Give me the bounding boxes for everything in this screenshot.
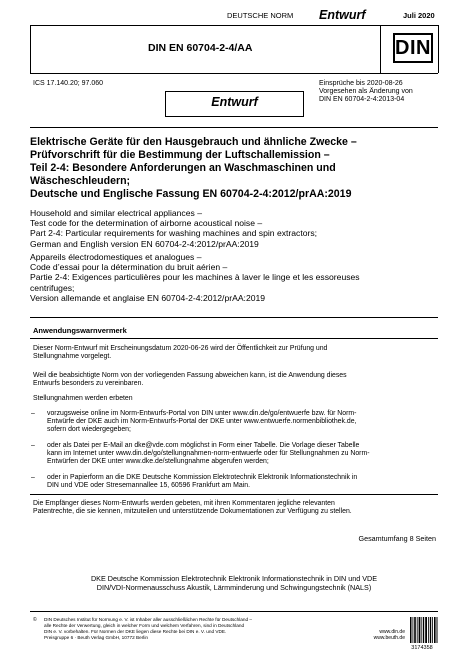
english-title <box>30 208 317 249</box>
notice-line: Weil die beabsichtigte Norm von der vorliegenden Fassung abweichen kann, ist die Anwendung dieses <box>33 372 347 379</box>
title-box-left <box>30 25 31 73</box>
titles-top-divider <box>30 127 438 128</box>
german-title-line: Deutsche und Englische Fassung EN 60704-2-4:2012/prAA:2019 <box>30 188 352 200</box>
copyright-symbol: © <box>33 617 37 623</box>
bullet-line: oder in Papierform an die DKE Deutsche Kommission Elektrotechnik Elektronik Informationstechnik in <box>47 474 358 481</box>
copyright-notice <box>44 617 344 641</box>
english-title-line: Test code for the determination of airborne acoustical noise – <box>30 218 263 229</box>
objection-deadline: Einsprüche bis 2020-08-26 <box>319 80 403 87</box>
notice-paragraph-1 <box>33 345 438 361</box>
german-title-line: Teil 2-4: Besondere Anforderungen an Waschmaschinen und <box>30 162 336 174</box>
committee-line: DIN/VDI-Normenausschuss Akustik, Lärmminderung und Schwingungstechnik (NALS) <box>96 583 372 592</box>
title-box-right <box>438 25 439 73</box>
copyright-line: DIN e. V. vorbehalten. Für Normen der DKE liegen diese Rechte bei DIN e. V. und VDE. <box>44 629 227 634</box>
norm-label: DEUTSCHE NORM <box>227 11 294 20</box>
draft-status: Entwurf <box>319 8 366 22</box>
french-title-line: Appareils électrodomestiques et analogues – <box>30 252 202 262</box>
website-din[interactable]: www.din.de <box>379 629 405 635</box>
bullet-line: kann im Internet unter www.din.de/go/stellungnahmen-norm-entwuerfe oder für Stellungnahmen zu Norm- <box>47 450 370 458</box>
footer-divider <box>30 611 438 612</box>
bullet-line: vorzugsweise online im Norm-Entwurfs-Portal von DIN unter www.din.de/go/entwuerfe bzw. für Norm- <box>47 410 357 417</box>
bullet-line: oder als Datei per E-Mail an dke@vde.com möglichst in Form einer Tabelle. Die Vorlage dieser Tabelle <box>47 442 360 449</box>
usage-notice-heading: Anwendungswarnvermerk <box>33 326 127 335</box>
bullet-online-portal <box>31 410 437 434</box>
notice-paragraph-2 <box>33 372 438 388</box>
notice-bottom-divider <box>30 494 438 495</box>
din-logo <box>393 33 433 63</box>
draft-box-label: Entwurf <box>211 95 258 109</box>
intended-change: Vorgesehen als Änderung von <box>319 88 413 95</box>
ics-code: ICS 17.140.20; 97.060 <box>33 80 104 87</box>
title-box-bottom <box>30 73 438 74</box>
bullet-dash: – <box>31 474 35 481</box>
bullet-dash: – <box>31 410 35 417</box>
recipients-line: Die Empfänger dieses Norm-Entwurfs werden gebeten, mit ihren Kommentaren jegliche relevanten <box>33 500 335 507</box>
notice-heading-divider <box>30 338 438 339</box>
bullet-line: sofern dort wiedergegeben; <box>47 426 131 434</box>
bullet-paper <box>31 474 437 490</box>
standard-number: DIN EN 60704-2-4/AA <box>148 42 253 54</box>
bullet-line: Entwürfen der DKE unter www.dke.de/stellungnahme abgerufen werden; <box>47 458 269 466</box>
total-pages: Gesamtumfang 8 Seiten <box>358 534 436 543</box>
french-title-line: Partie 2-4: Exigences particulières pour les machines à laver le linge et les essoreuses <box>30 272 360 283</box>
english-title-line: Household and similar electrical appliances – <box>30 208 202 218</box>
document-number: 3174358 <box>411 645 433 651</box>
german-title-line: Wäscheschleudern; <box>30 175 131 187</box>
german-title-line: Elektrische Geräte für den Hausgebrauch und ähnliche Zwecke – <box>30 136 357 148</box>
notice-line: Dieser Norm-Entwurf mit Erscheinungsdatum 2020-06-26 wird der Öffentlichkeit zur Prüfung und <box>33 345 328 352</box>
french-title-line: Version allemande et anglaise EN 60704-2-4:2012/prAA:2019 <box>30 292 266 303</box>
recipients-note <box>33 500 438 516</box>
title-box-divider <box>380 25 381 73</box>
french-title <box>30 252 360 303</box>
recipients-line: Patentrechte, die sie kennen, mitzuteilen und unterstützende Dokumentationen zur Verfügung zu stellen. <box>33 508 352 516</box>
website-beuth[interactable]: www.beuth.de <box>373 635 405 641</box>
english-title-line: German and English version EN 60704-2-4:2012/prAA:2019 <box>30 238 259 249</box>
copyright-line: Preisgruppe 6 · Beuth Verlag GmbH, 10772 Berlin <box>44 635 148 640</box>
bullet-line: Entwürfe der DKE auch im Norm-Entwurfs-Portal der DKE unter www.entwuerfe.normenbibliothek.de, <box>47 418 357 426</box>
footer-websites <box>365 629 405 641</box>
publication-date: Juli 2020 <box>403 11 435 20</box>
committee-block <box>30 574 438 592</box>
notice-line: Stellungnahme vorgelegt. <box>33 353 112 361</box>
french-title-line: centrifuges; <box>30 282 75 293</box>
bullet-email <box>31 442 437 466</box>
german-title <box>30 136 357 201</box>
committee-line: DKE Deutsche Kommission Elektrotechnik Elektronik Informationstechnik in DIN und VDE <box>90 574 378 583</box>
english-title-line: Part 2-4: Particular requirements for washing machines and spin extractors; <box>30 228 318 239</box>
german-title-line: Prüfvorschrift für die Bestimmung der Luftschallemission – <box>30 149 330 161</box>
copyright-line: DIN Deutsches Institut für Normung e. V. ist Inhaber aller ausschließlichen Rechte für Deutschland – <box>44 617 253 622</box>
bullet-dash: – <box>31 442 35 449</box>
comments-requested: Stellungnahmen werden erbeten <box>33 395 133 402</box>
notice-top-divider <box>30 317 438 318</box>
copyright-line: alle Rechte der Verwertung, gleich in welcher Form und welchem Verfahren, sind in Deutschland <box>44 623 245 628</box>
header-divider <box>30 25 438 26</box>
barcode-icon <box>410 617 438 643</box>
replaced-standard: DIN EN 60704-2-4:2013-04 <box>319 96 405 103</box>
din-logo-text: DIN <box>395 37 431 59</box>
notice-line: Entwurfs besonders zu vereinbaren. <box>33 380 144 388</box>
bullet-line: DIN und VDE oder Stresemannallee 15, 60596 Frankfurt am Main. <box>47 482 250 490</box>
french-title-line: Code d’essai pour la détermination du bruit aérien – <box>30 262 228 273</box>
